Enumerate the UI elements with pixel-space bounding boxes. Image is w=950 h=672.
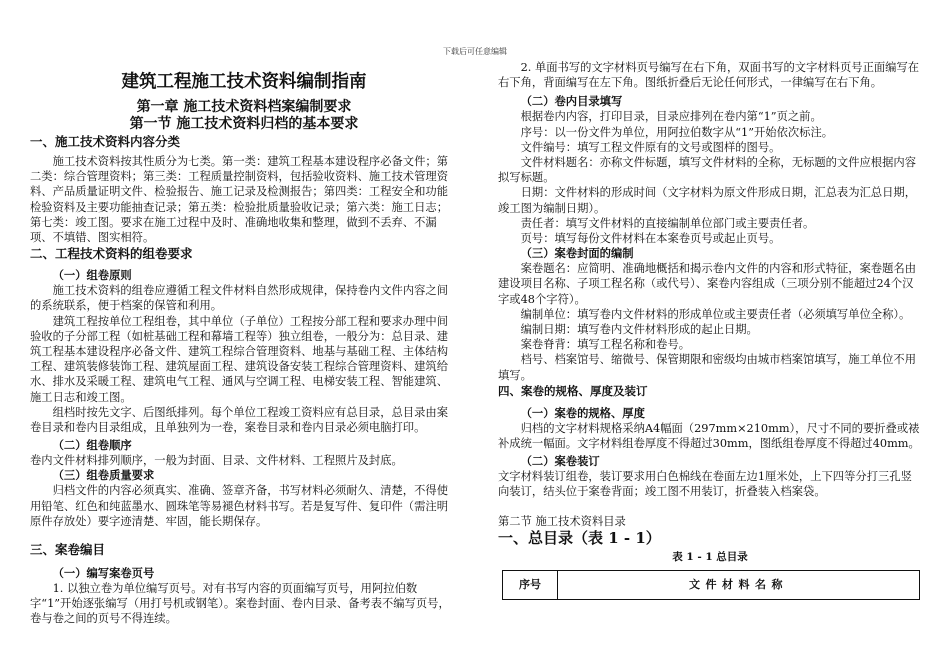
header-file-name: 文件材料名称 [558, 570, 920, 599]
subheading-cover: （三）案卷封面的编制 [520, 246, 634, 261]
paragraph: 文件材料题名：亦称文件标题，填写文件材料的全称，无标题的文件应根据内容拟写标题。 [498, 156, 916, 185]
paragraph: 案卷题名：应简明、准确地概括和揭示卷内文件的内容和形式特征，案卷题名由建设项目名称、子项工程名称（或代号）、案卷内容组成（三项分别不能超过24个汉字或48个字符）。 [498, 262, 916, 306]
paragraph: 1. 以独立卷为单位编写页号。对有书写内容的页面编写页号，用阿拉伯数字“1”开始逐张编写（用打号机或钢笔）。案卷封面、卷内目录、备考表不编写页号，卷与卷之间的页号不得连续。 [30, 582, 450, 626]
paragraph: 日期：文件材料的形成时间（文字材料为原文件形成日期，汇总表为汇总日期，竣工图为编制日期）。 [498, 186, 916, 215]
paragraph: 编制单位：填写卷内文件材料的形成单位或主要责任者（必须填写单位全称）。 [520, 307, 911, 321]
section2-heading: 第二节 施工技术资料目录 [498, 514, 626, 528]
heading-content-classification: 一、施工技术资料内容分类 [30, 134, 181, 149]
top-note: 下载后可任意编辑 [443, 47, 507, 56]
paragraph: 责任者：填写文件材料的直接编制单位部门或主要责任者。 [520, 216, 815, 230]
paragraph: 组档时按先文字、后图纸排列。每个单位工程竣工资料应有总目录，总目录由案卷目录和卷内目录组成，且单独列为一卷，案卷目录和卷内目录必须电脑打印。 [30, 405, 448, 435]
heading-volume-requirements: 二、工程技术资料的组卷要求 [30, 246, 193, 262]
paragraph: 施工技术资料的组卷应遵循工程文件材料自然形成规律，保持卷内文件内容之间的系统联系，便于档案的保管和利用。 [30, 284, 448, 313]
paragraph: 文件编号：填写工程文件原有的文号或图样的图号。 [520, 140, 781, 154]
subheading-toc-fill: （二）卷内目录填写 [520, 94, 623, 109]
paragraph: 文字材料装订组卷，装订要求用白色棉线在卷面左边1厘米处，上下四等分打三孔竖向装订，结头位于案卷背面；竣工图不用装订，折叠装入档案袋。 [498, 470, 912, 499]
paragraph: 归档文件的内容必须真实、准确、签章齐备，书写材料必须耐久、清楚，不得使用铅笔、红色和纯蓝墨水、圆珠笔等易褪色材料书写。若是复写件、复印件（需注明原件存放处）要字迹清楚、牢固，能长期保存。 [30, 484, 448, 528]
paragraph: 施工技术资料按其性质分为七类。第一类：建筑工程基本建设程序必备文件；第二类：综合管理资料；第三类：工程质量控制资料，包括验收资料、施工技术管理资料、产品质量证明文件、检验报告、施工记录及检测报告；第四类：工程安全和功能检验资料及主要功能抽查记录；第五类：检验批质量验收记录；第六类：施工日志；第七类：竣工图。要求在施工过程中及时、准确地收集和整理，做到不丢弃、不漏项、不填错、图实相符。 [30, 155, 448, 245]
heading-cataloging: 三、案卷编目 [30, 542, 106, 558]
left-column [30, 64, 458, 627]
subheading-quality: （三）组卷质量要求 [52, 468, 155, 483]
subheading-size: （一）案卷的规格、厚度 [520, 405, 645, 420]
document-title: 建筑工程施工技术资料编制指南 [121, 72, 367, 92]
subheading-principles: （一）组卷原则 [52, 268, 132, 283]
subheading-order: （二）组卷顺序 [52, 438, 132, 453]
right-column [498, 60, 922, 600]
paragraph: 2. 单面书写的文字材料页号编写在右下角，双面书写的文字材料页号正面编写在右下角，背面编写在左下角。图纸折叠后无论任何形式，一律编写在右下角。 [498, 61, 920, 90]
header-serial: 序号 [503, 570, 558, 599]
chapter-heading: 第一章 施工技术资料档案编制要求 [136, 99, 352, 115]
paragraph: 页号：填写每份文件材料在本案卷页号或起止页号。 [520, 232, 781, 246]
paragraph: 档号、档案馆号、缩微号、保管期限和密级均由城市档案馆填写，施工单位不用填写。 [498, 353, 916, 382]
subheading-binding: （二）案卷装订 [520, 454, 600, 469]
subheading-page-numbers: （一）编写案卷页号 [52, 566, 155, 581]
catalog-table [502, 570, 920, 600]
section-heading: 第一节 施工技术资料归档的基本要求 [129, 116, 359, 132]
paragraph: 案卷脊背：填写工程名称和卷号。 [520, 338, 691, 352]
paragraph: 建筑工程按单位工程组卷，其中单位（子单位）工程按分部工程和要求办理中间验收的子分部工程（如桩基础工程和幕墙工程等）独立组卷，一般分为：总目录、建筑工程基本建设程序必备文件、建筑工程综合管理资料、地基与基础工程、主体结构工程、建筑装修装饰工程、建筑屋面工程、建筑设备安装工程综合管理资料、建筑给水、排水及采暖工程、建筑电气工程、通风与空调工程、电梯安装工程、智能建筑、施工日志和竣工图。 [30, 314, 448, 404]
paragraph: 归档的文字材料规格采纳A4幅面（297mm×210mm），尺寸不同的要折叠或裱补成统一幅面。文字材料组卷厚度不得超过30mm，图纸组卷厚度不得超过40mm。 [498, 421, 920, 451]
paragraph: 卷内文件材料排列顺序，一般为封面、目录、文件材料、工程照片及封底。 [30, 454, 403, 468]
heading-general-catalog: 一、总目录（表 1 - 1） [498, 528, 661, 547]
table-header-row [503, 570, 920, 599]
table-caption: 表 1 - 1 总目录 [672, 550, 748, 563]
paragraph: 序号：以一份文件为单位，用阿拉伯数字从“1”开始依次标注。 [520, 125, 834, 139]
paragraph: 编制日期：填写卷内文件材料形成的起止日期。 [520, 323, 758, 337]
heading-specs: 四、案卷的规格、厚度及装订 [498, 383, 648, 398]
paragraph: 根据卷内内容，打印目录，目录应排列在卷内第“1”页之前。 [520, 110, 822, 124]
